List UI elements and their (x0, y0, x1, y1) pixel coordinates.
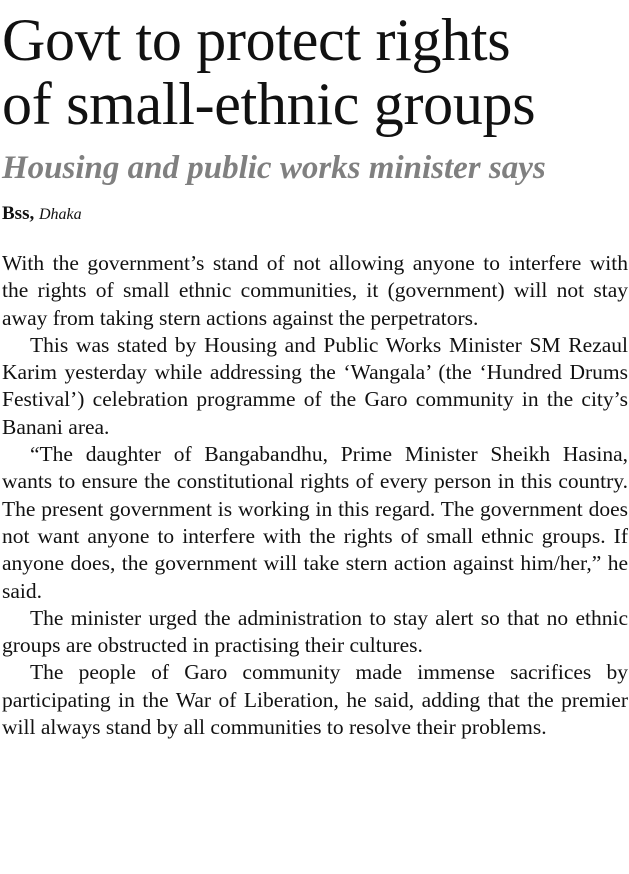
headline-line-2: of small-ethnic groups (2, 71, 536, 137)
paragraph-1: With the government’s stand of not allowing anyone to interfere with the rights of small ethnic communities, it (government) will not stay away from taking stern actions against the perpetrators. (2, 251, 628, 330)
paragraph-3: “The daughter of Bangabandhu, Prime Minister Sheikh Hasina, wants to ensure the constitutional rights of every person in this country. The present government is working in this regard. The government does not want anyone to interfere with the rights of small ethnic groups. If anyone does, the government will take stern action against him/her,” he said. (2, 442, 628, 603)
article-body (2, 250, 628, 741)
byline-agency: Bss, (2, 203, 35, 224)
paragraph-5: The people of Garo community made immense sacrifices by participating in the War of Liberation, he said, adding that the premier will always stand by all communities to resolve their problems. (2, 660, 628, 740)
byline-location: Dhaka (38, 206, 82, 223)
paragraph-2: This was stated by Housing and Public Works Minister SM Rezaul Karim yesterday while addressing the ‘Wangala’ (the ‘Hundred Drums Festival’) celebration programme of the Garo community in the city’s Banani area. (2, 332, 628, 439)
byline (2, 202, 82, 227)
paragraph-4: The minister urged the administration to stay alert so that no ethnic groups are obstructed in practising their cultures. (2, 605, 628, 658)
headline-line-1: Govt to protect rights (2, 7, 511, 73)
headline (0, 8, 629, 136)
subheadline: Housing and public works minister says (2, 150, 546, 186)
